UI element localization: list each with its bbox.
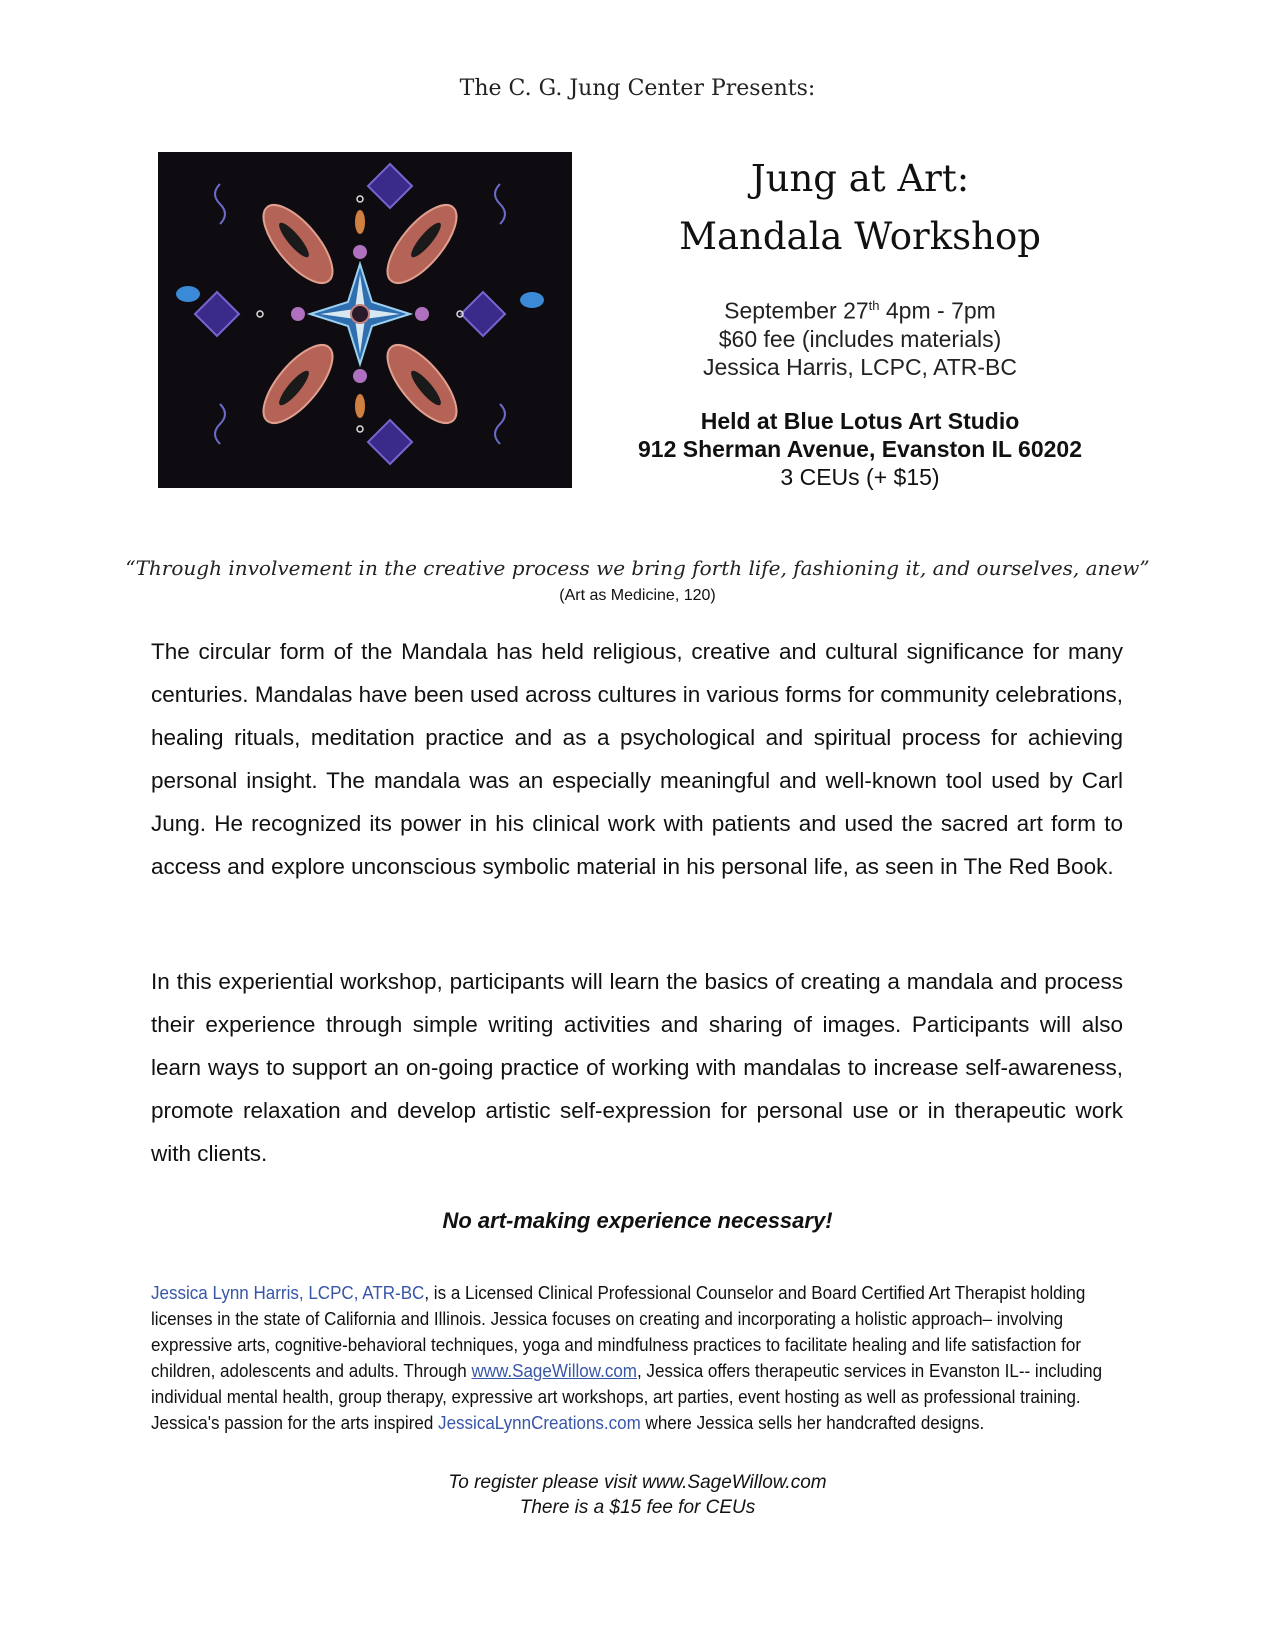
body-paragraph-2: In this experiential workshop, participants will learn the basics of creating a mandala and process their experience through simple writing activities and sharing of images. Participants will also learn ways to support an on-going practice of working with mandalas to increase self-awareness, promote relaxation and develop artistic self-expression for personal use or in therapeutic work with clients. bbox=[151, 969, 1123, 1166]
bio-text-1: , is a Licensed Clinical Professional Counselor and Board Certified Art Therapist holding licenses in the state of California and Illinois. Jessica focuses on creating and incorporating a holistic approach– involving expressive arts, cognitive-behavioral techniques, yoga and mindfulness practices to facilitate healing and life satisfaction for children, adolescents and adults. Through bbox=[151, 1282, 1086, 1381]
event-instructor: Jessica Harris, LCPC, ATR-BC bbox=[703, 353, 1017, 380]
workshop-title bbox=[600, 150, 1120, 266]
title-line-2: Mandala Workshop bbox=[679, 215, 1041, 258]
sagewillow-link[interactable]: www.SageWillow.com bbox=[471, 1360, 637, 1381]
venue-block bbox=[580, 407, 1140, 491]
venue-ceus: 3 CEUs (+ $15) bbox=[780, 464, 940, 490]
event-datetime bbox=[600, 292, 1120, 325]
venue-name: Held at Blue Lotus Art Studio bbox=[700, 408, 1020, 434]
event-time: 4pm - 7pm bbox=[879, 297, 996, 324]
instructor-bio bbox=[151, 1280, 1126, 1436]
venue-address: 912 Sherman Avenue, Evanston IL 60202 bbox=[637, 436, 1083, 462]
mandala-artwork-icon bbox=[158, 152, 572, 488]
jessicalynncreations-link[interactable]: JessicaLynnCreations.com bbox=[438, 1412, 641, 1433]
bio-text-3: where Jessica sells her handcrafted designs. bbox=[640, 1412, 985, 1433]
no-experience-callout: No art-making experience necessary! bbox=[442, 1208, 833, 1233]
presenter-heading: The C. G. Jung Center Presents: bbox=[459, 76, 816, 101]
registration-info bbox=[0, 1470, 1275, 1520]
event-fee: $60 fee (includes materials) bbox=[718, 325, 1002, 352]
bio-text-2: , Jessica offers therapeutic services in Evanston IL-- including individual mental health, group therapy, expressive art workshops, art parties, event hosting as well as professional training. Jessica's passion for the arts inspired bbox=[151, 1360, 1103, 1433]
quote-text: “Through involvement in the creative process we bring forth life, fashioning it, and ourselves, anew” bbox=[125, 556, 1150, 580]
body-paragraph-1: The circular form of the Mandala has held religious, creative and cultural significance for many centuries. Mandalas have been used across cultures in various forms for community celebrations, healing rituals, meditation practice and as a psychological and spiritual process for achieving personal insight. The mandala was an especially meaningful and well-known tool used by Carl Jung. He recognized its power in his clinical work with patients and used the sacred art form to access and explore unconscious symbolic material in his personal life, as seen in The Red Book. bbox=[151, 639, 1123, 879]
event-details bbox=[600, 292, 1120, 381]
register-line-1: To register please visit www.SageWillow.com bbox=[448, 1472, 827, 1493]
bio-name-link[interactable]: Jessica Lynn Harris, LCPC, ATR-BC bbox=[151, 1282, 425, 1303]
register-line-2: There is a $15 fee for CEUs bbox=[519, 1497, 756, 1518]
mandala-artwork bbox=[158, 152, 572, 488]
event-date: September 27 bbox=[724, 297, 869, 324]
event-date-suffix: th bbox=[868, 298, 880, 313]
title-line-1: Jung at Art: bbox=[750, 157, 970, 200]
quote-citation: (Art as Medicine, 120) bbox=[559, 587, 716, 604]
